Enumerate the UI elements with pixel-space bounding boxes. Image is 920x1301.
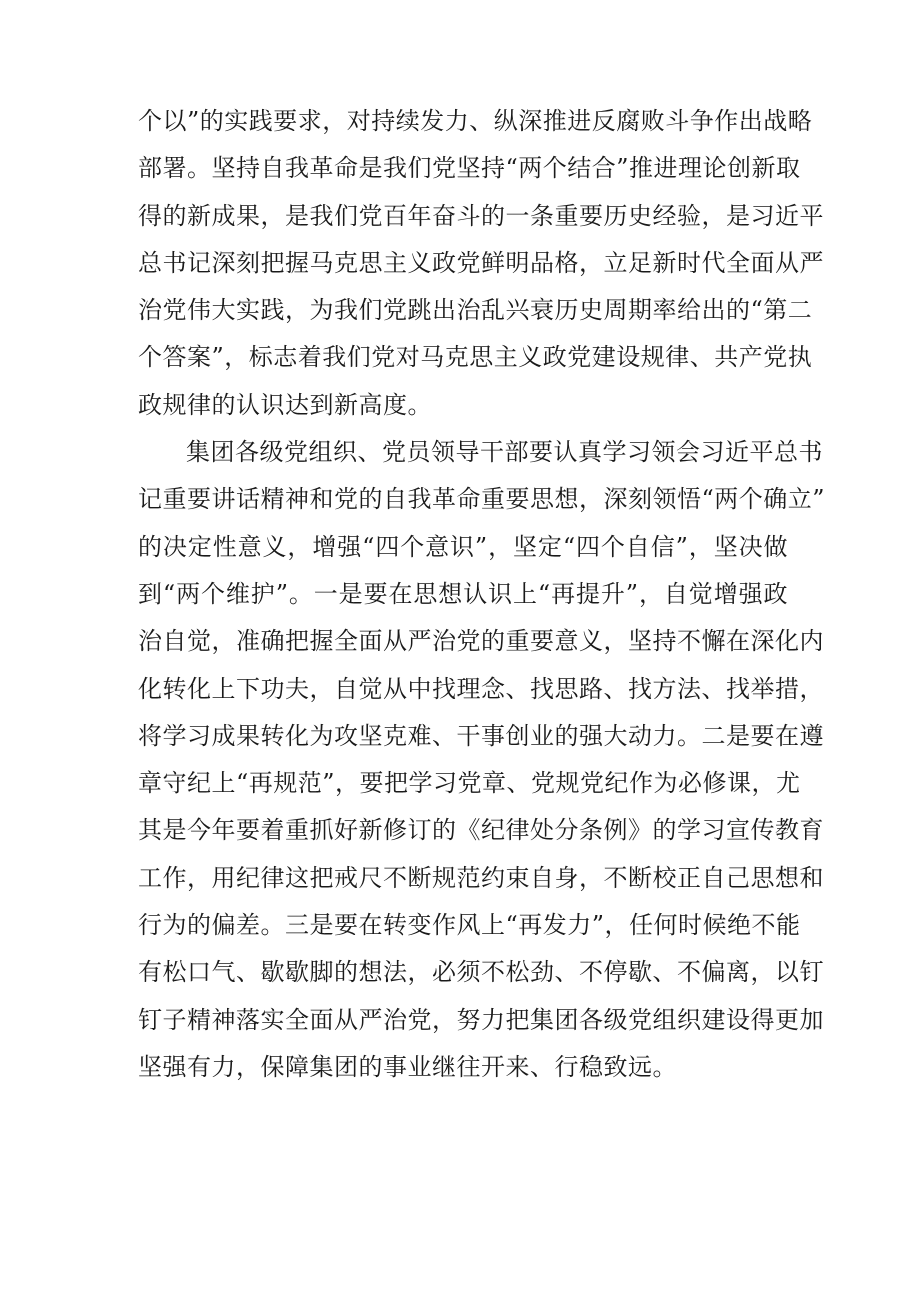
text-line: 章守纪上“再规范”，要把学习党章、党规党纪作为必修课，尤: [138, 769, 801, 798]
document-body: [138, 98, 826, 1091]
text-line: 有松口气、歇歇脚的想法，必须不松劲、不停歇、不偏离，以钉: [138, 958, 824, 987]
text-line: 个答案”，标志着我们党对马克思主义政党建设规律、共产党执: [138, 343, 813, 372]
text-line: 集团各级党组织、党员领导干部要认真学习领会习近平总书: [186, 438, 823, 467]
text-line: 到“两个维护”。一是要在思想认识上“再提升”，自觉增强政: [138, 579, 788, 608]
text-line: 其是今年要着重抓好新修订的《纪律处分条例》的学习宣传教育: [138, 816, 824, 845]
text-line: 政规律的认识达到新高度。: [138, 390, 432, 419]
text-line: 记重要讲话精神和党的自我革命重要思想，深刻领悟“两个确立”: [138, 485, 826, 514]
text-line: 总书记深刻把握马克思主义政党鲜明品格，立足新时代全面从严: [138, 248, 824, 277]
text-line: 个以”的实践要求，对持续发力、纵深推进反腐败斗争作出战略: [138, 107, 813, 135]
paragraph-1: [138, 98, 824, 429]
text-line: 钉子精神落实全面从严治党，努力把集团各级党组织建设得更加: [138, 1005, 824, 1034]
text-line: 的决定性意义，增强“四个意识”，坚定“四个自信”，坚决做: [138, 532, 788, 561]
paragraph-2: [138, 429, 826, 1091]
text-line: 行为的偏差。三是要在转变作风上“再发力”，任何时候绝不能: [138, 911, 801, 940]
text-line: 治自觉，准确把握全面从严治党的重要意义，坚持不懈在深化内: [138, 627, 824, 656]
text-line: 将学习成果转化为攻坚克难、干事创业的强大动力。二是要在遵: [138, 721, 824, 750]
text-line: 坚强有力，保障集团的事业继往开来、行稳致远。: [138, 1052, 677, 1081]
text-line: 部署。坚持自我革命是我们党坚持“两个结合”推进理论创新取: [138, 154, 801, 183]
text-line: 治党伟大实践，为我们党跳出治乱兴衰历史周期率给出的“第二: [138, 296, 813, 325]
text-line: 化转化上下功夫，自觉从中找理念、找思路、找方法、找举措，: [138, 674, 824, 703]
text-line: 得的新成果，是我们党百年奋斗的一条重要历史经验，是习近平: [138, 201, 824, 230]
text-line: 工作，用纪律这把戒尺不断规范约束自身，不断校正自己思想和: [138, 863, 824, 892]
